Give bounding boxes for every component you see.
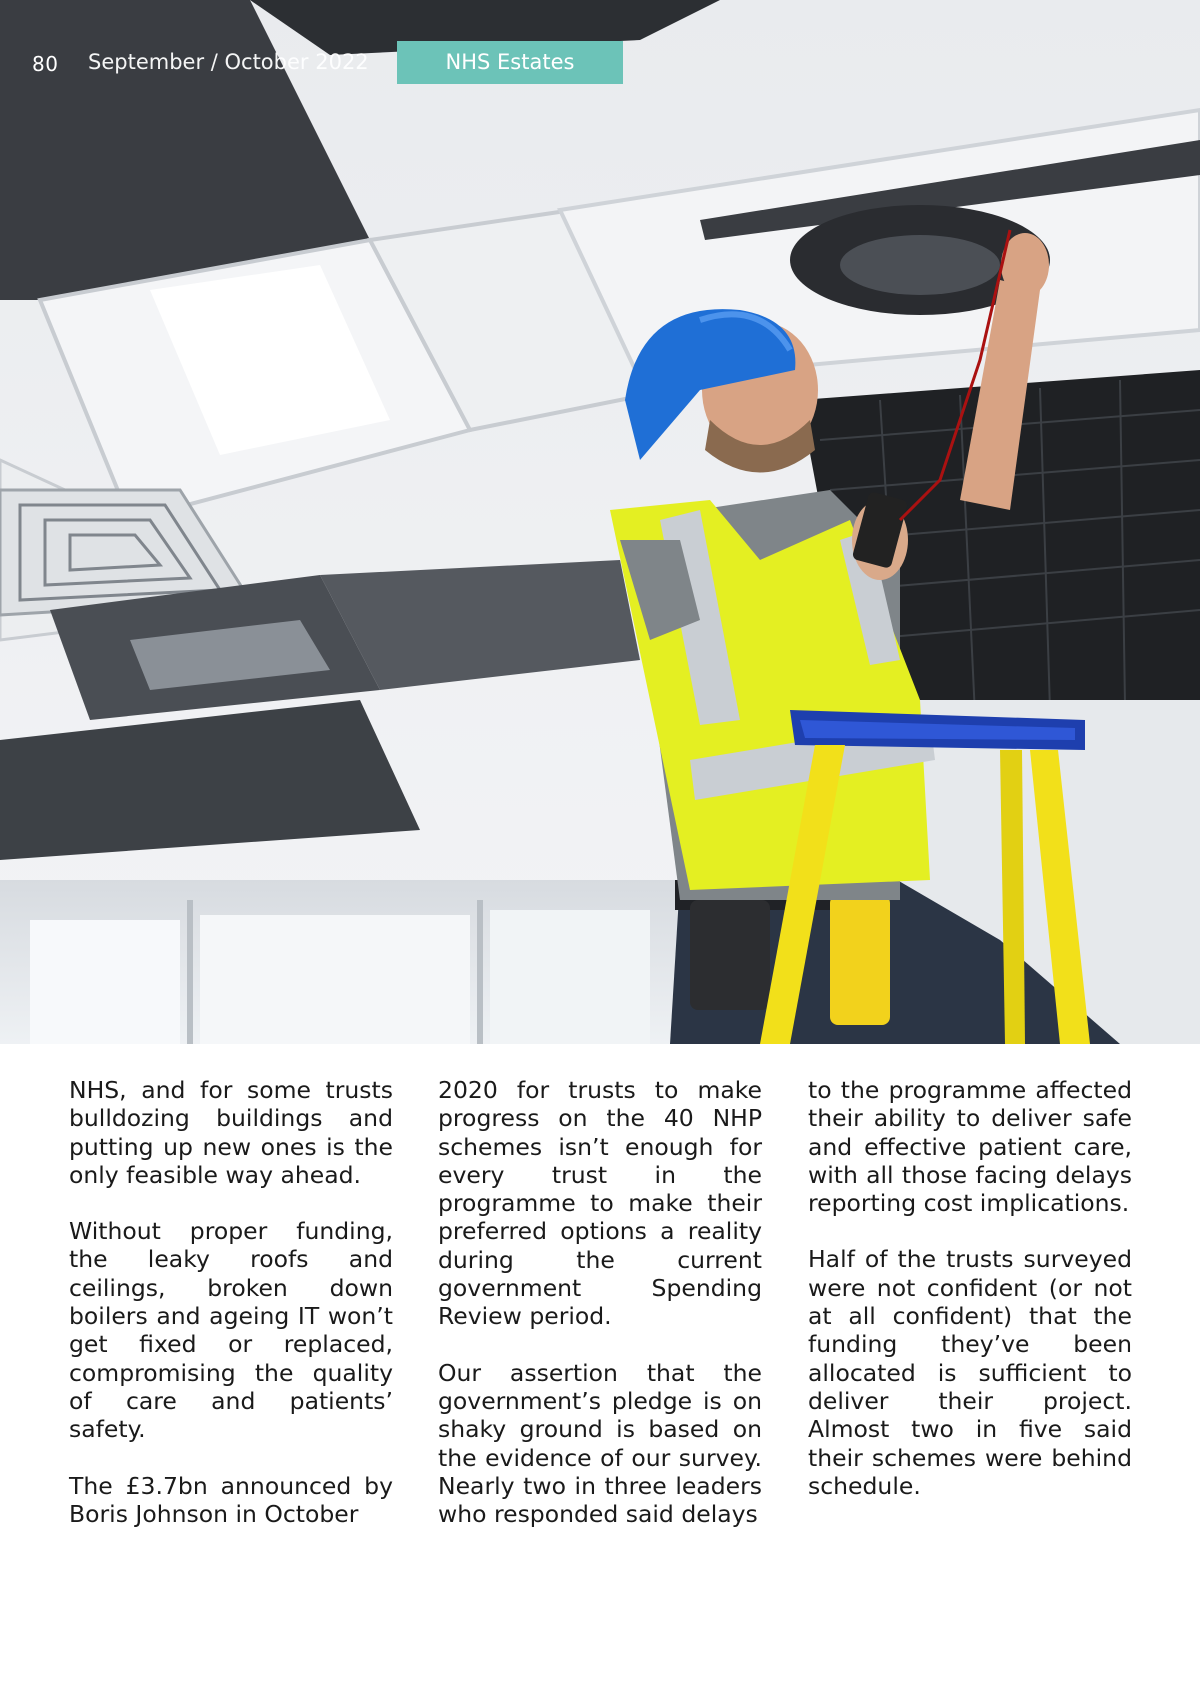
paragraph: Without proper funding, the leaky roofs and ceilings, broken down boilers and ageing IT won’t get fixed or replaced, compromising the quality of care and patients’ safety. bbox=[69, 1217, 393, 1444]
article-column-2 bbox=[438, 1076, 762, 1556]
paragraph: The £3.7bn announced by Boris Johnson in October bbox=[69, 1471, 393, 1528]
page-number: 80 bbox=[32, 52, 59, 76]
paragraph: Our assertion that the government’s pledge is on shaky ground is based on the evidence of our survey. Nearly two in three leaders who responded said delays bbox=[438, 1358, 762, 1529]
paragraph: Half of the trusts surveyed were not confident (or not at all confident) that the funding they’ve been allocated is sufficient to deliver their project. Almost two in five said their schemes were behind schedule. bbox=[808, 1245, 1132, 1500]
article-column-1 bbox=[69, 1076, 393, 1556]
issue-date: September / October 2022 bbox=[88, 50, 369, 74]
article-column-3 bbox=[808, 1076, 1132, 1528]
paragraph: NHS, and for some trusts bulldozing buildings and putting up new ones is the only feasible way ahead. bbox=[69, 1076, 393, 1189]
section-badge: NHS Estates bbox=[397, 41, 623, 84]
paragraph: 2020 for trusts to make progress on the 40 NHP schemes isn’t enough for every trust in the programme to make their preferred options a reality during the current government Spending Review period. bbox=[438, 1076, 762, 1331]
paragraph: to the programme affected their ability to deliver safe and effective patient care, with all those facing delays reporting cost implications. bbox=[808, 1076, 1132, 1218]
